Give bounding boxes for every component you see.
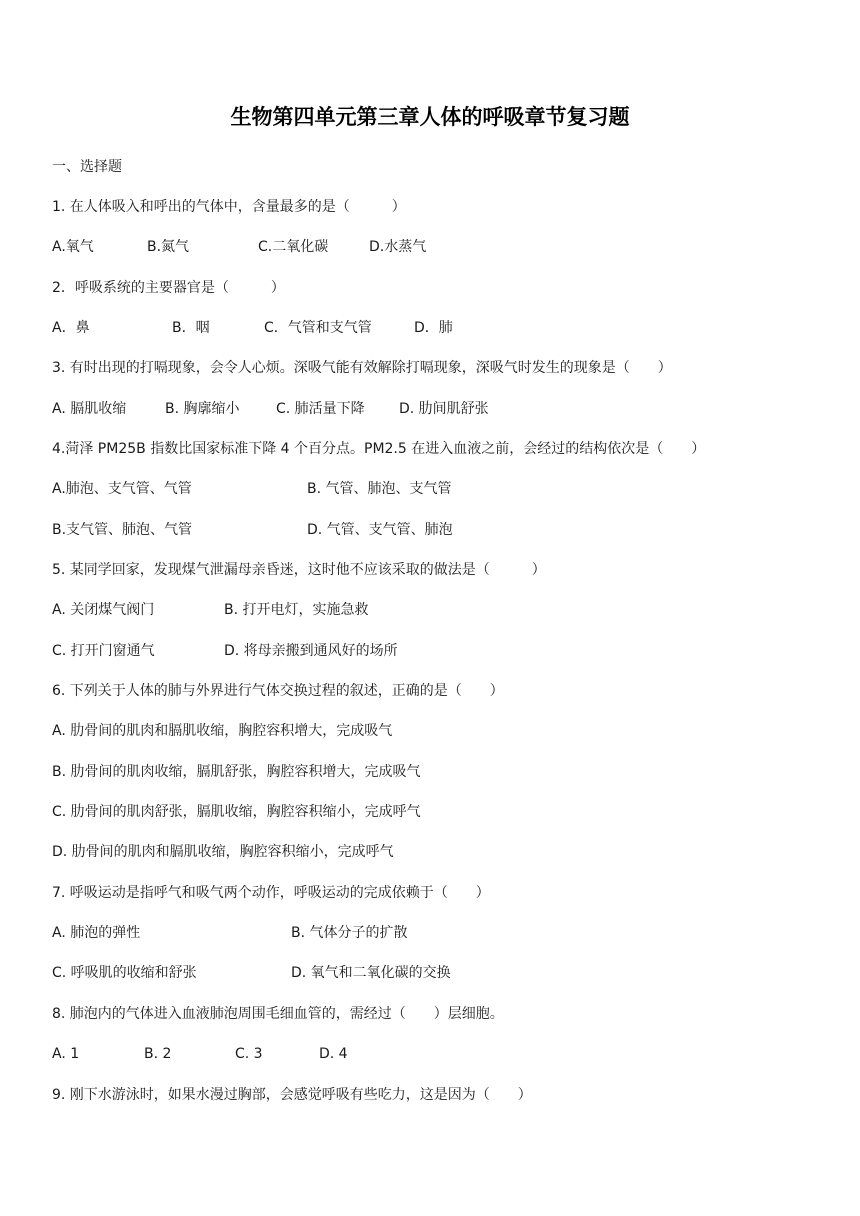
question-6-option-a: A. 肋骨间的肌肉和膈肌收缩，胸腔容积增大，完成吸气 <box>52 723 393 739</box>
question-8-option-d: D. 4 <box>319 1046 348 1062</box>
question-4-option-c: B.支气管、肺泡、气管 <box>52 522 193 538</box>
section-heading: 一、选择题 <box>52 159 122 175</box>
question-6-option-b: B. 肋骨间的肌肉收缩，膈肌舒张，胸腔容积增大，完成吸气 <box>52 764 421 780</box>
question-1-option-d: D.水蒸气 <box>369 239 427 255</box>
question-1-option-a: A.氧气 <box>52 239 94 255</box>
question-8-option-b: B. 2 <box>144 1046 172 1062</box>
question-2-option-b: B．咽 <box>172 320 210 336</box>
question-4-stem: 4.菏泽 PM25B 指数比国家标准下降 4 个百分点。PM2.5 在进入血液之前，会经过的结构依次是（ ） <box>52 441 706 457</box>
question-5-option-a: A. 关闭煤气阀门 <box>52 602 155 618</box>
question-7-option-b: B. 气体分子的扩散 <box>291 925 408 941</box>
question-2-option-a: A．鼻 <box>52 320 90 336</box>
question-7-stem: 7. 呼吸运动是指呼气和吸气两个动作，呼吸运动的完成依赖于（ ） <box>52 885 490 901</box>
question-6-option-c: C. 肋骨间的肌肉舒张，膈肌收缩，胸腔容积缩小，完成呼气 <box>52 804 421 820</box>
question-1-option-c: C.二氧化碳 <box>258 239 329 255</box>
question-4-option-a: A.肺泡、支气管、气管 <box>52 481 192 497</box>
question-3-option-b: B. 胸廓缩小 <box>165 401 240 417</box>
question-5-option-c: C. 打开门窗通气 <box>52 643 155 659</box>
question-4-option-d: D. 气管、支气管、肺泡 <box>307 522 453 538</box>
question-1-option-b: B.氮气 <box>147 239 190 255</box>
question-7-option-d: D. 氧气和二氧化碳的交换 <box>291 965 451 981</box>
question-3-option-c: C. 肺活量下降 <box>276 401 365 417</box>
question-3-stem: 3. 有时出现的打嗝现象，会令人心烦。深吸气能有效解除打嗝现象，深吸气时发生的现象是（ ） <box>52 360 672 376</box>
question-6-stem: 6. 下列关于人体的肺与外界进行气体交换过程的叙述，正确的是（ ） <box>52 683 504 699</box>
question-5-option-d: D. 将母亲搬到通风好的场所 <box>224 643 398 659</box>
question-5-option-b: B. 打开电灯，实施急救 <box>224 602 369 618</box>
question-7-option-c: C. 呼吸肌的收缩和舒张 <box>52 965 197 981</box>
question-7-option-a: A. 肺泡的弹性 <box>52 925 141 941</box>
question-9-stem: 9. 刚下水游泳时，如果水漫过胸部，会感觉呼吸有些吃力，这是因为（ ） <box>52 1087 532 1103</box>
question-3-option-d: D. 肋间肌舒张 <box>399 401 489 417</box>
question-8-option-c: C. 3 <box>235 1046 263 1062</box>
question-5-stem: 5. 某同学回家，发现煤气泄漏母亲昏迷，这时他不应该采取的做法是（ ） <box>52 562 546 578</box>
page-title: 生物第四单元第三章人体的呼吸章节复习题 <box>230 105 630 129</box>
question-3-option-a: A. 膈肌收缩 <box>52 401 127 417</box>
question-8-stem: 8. 肺泡内的气体进入血液肺泡周围毛细血管的，需经过（ ）层细胞。 <box>52 1006 504 1022</box>
question-8-option-a: A. 1 <box>52 1046 80 1062</box>
question-2-stem: 2．呼吸系统的主要器官是（ ） <box>52 280 285 296</box>
question-4-option-b: B. 气管、肺泡、支气管 <box>307 481 452 497</box>
question-2-option-c: C．气管和支气管 <box>264 320 372 336</box>
question-2-option-d: D．肺 <box>414 320 453 336</box>
question-1-stem: 1. 在人体吸入和呼出的气体中，含量最多的是（ ） <box>52 199 406 215</box>
question-6-option-d: D. 肋骨间的肌肉和膈肌收缩，胸腔容积缩小，完成呼气 <box>52 844 394 860</box>
